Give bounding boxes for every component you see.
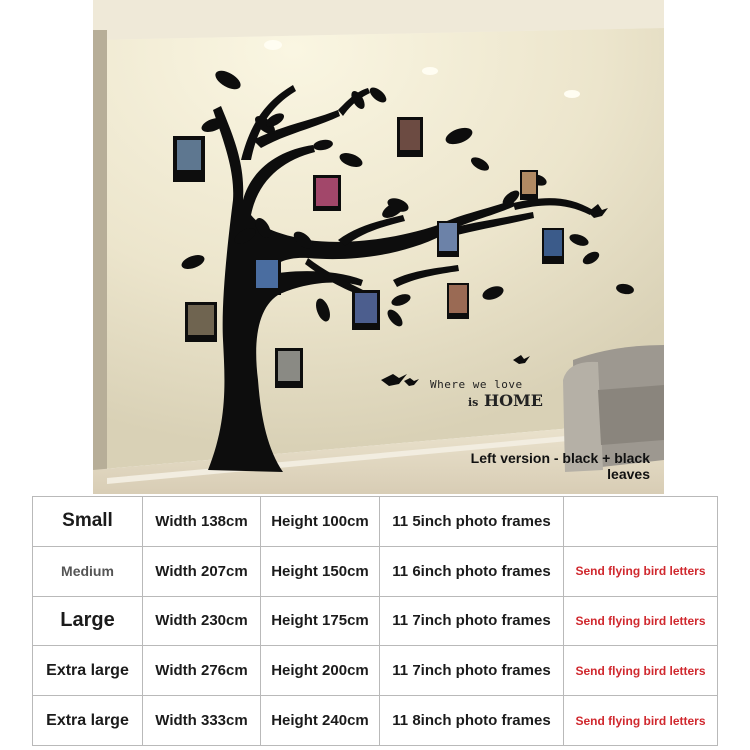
decal-text-line-1: Where we love — [430, 378, 523, 391]
size-bonus: Send flying bird letters — [564, 696, 718, 746]
photo-frame-icon — [185, 302, 217, 342]
table-row — [33, 546, 718, 596]
size-height: Height 175cm — [261, 596, 380, 646]
size-name: Extra large — [33, 646, 143, 696]
size-width: Width 230cm — [143, 596, 261, 646]
ceiling-light-icon — [264, 40, 282, 50]
table-row — [33, 596, 718, 646]
photo-frame-icon — [253, 257, 281, 295]
size-width: Width 138cm — [143, 497, 261, 547]
ceiling-light-icon — [564, 90, 580, 98]
photo-frame-icon — [520, 170, 538, 200]
photo-frame-icon — [397, 117, 423, 157]
size-height: Height 100cm — [261, 497, 380, 547]
size-frames: 11 7inch photo frames — [380, 596, 564, 646]
photo-frame-icon — [313, 175, 341, 211]
size-name: Large — [33, 596, 143, 646]
tree-wall-decal-scene — [93, 0, 664, 494]
size-height: Height 200cm — [261, 646, 380, 696]
size-frames: 11 7inch photo frames — [380, 646, 564, 696]
table-row — [33, 497, 718, 547]
size-width: Width 207cm — [143, 546, 261, 596]
photo-frame-icon — [437, 221, 459, 257]
size-table — [32, 496, 718, 746]
version-caption: Left version - black + black leaves — [470, 450, 650, 482]
size-bonus: Send flying bird letters — [564, 646, 718, 696]
photo-frame-icon — [173, 136, 205, 182]
size-name: Extra large — [33, 696, 143, 746]
size-name: Medium — [33, 546, 143, 596]
size-frames: 11 6inch photo frames — [380, 546, 564, 596]
decal-text-line-2 — [468, 391, 543, 410]
table-row — [33, 696, 718, 746]
size-bonus: Send flying bird letters — [564, 546, 718, 596]
size-frames: 11 5inch photo frames — [380, 497, 564, 547]
photo-frame-icon — [352, 290, 380, 330]
size-width: Width 333cm — [143, 696, 261, 746]
size-height: Height 150cm — [261, 546, 380, 596]
size-width: Width 276cm — [143, 646, 261, 696]
ceiling-light-icon — [422, 67, 438, 75]
decal-text-home: HOME — [483, 391, 543, 410]
product-photo — [93, 0, 664, 494]
size-frames: 11 8inch photo frames — [380, 696, 564, 746]
photo-frame-icon — [447, 283, 469, 319]
decal-text-is: is — [468, 396, 479, 409]
photo-frame-icon — [542, 228, 564, 264]
size-bonus: Send flying bird letters — [564, 596, 718, 646]
table-row — [33, 646, 718, 696]
size-height: Height 240cm — [261, 696, 380, 746]
size-name: Small — [33, 497, 143, 547]
photo-frame-icon — [275, 348, 303, 388]
size-bonus — [564, 497, 718, 547]
